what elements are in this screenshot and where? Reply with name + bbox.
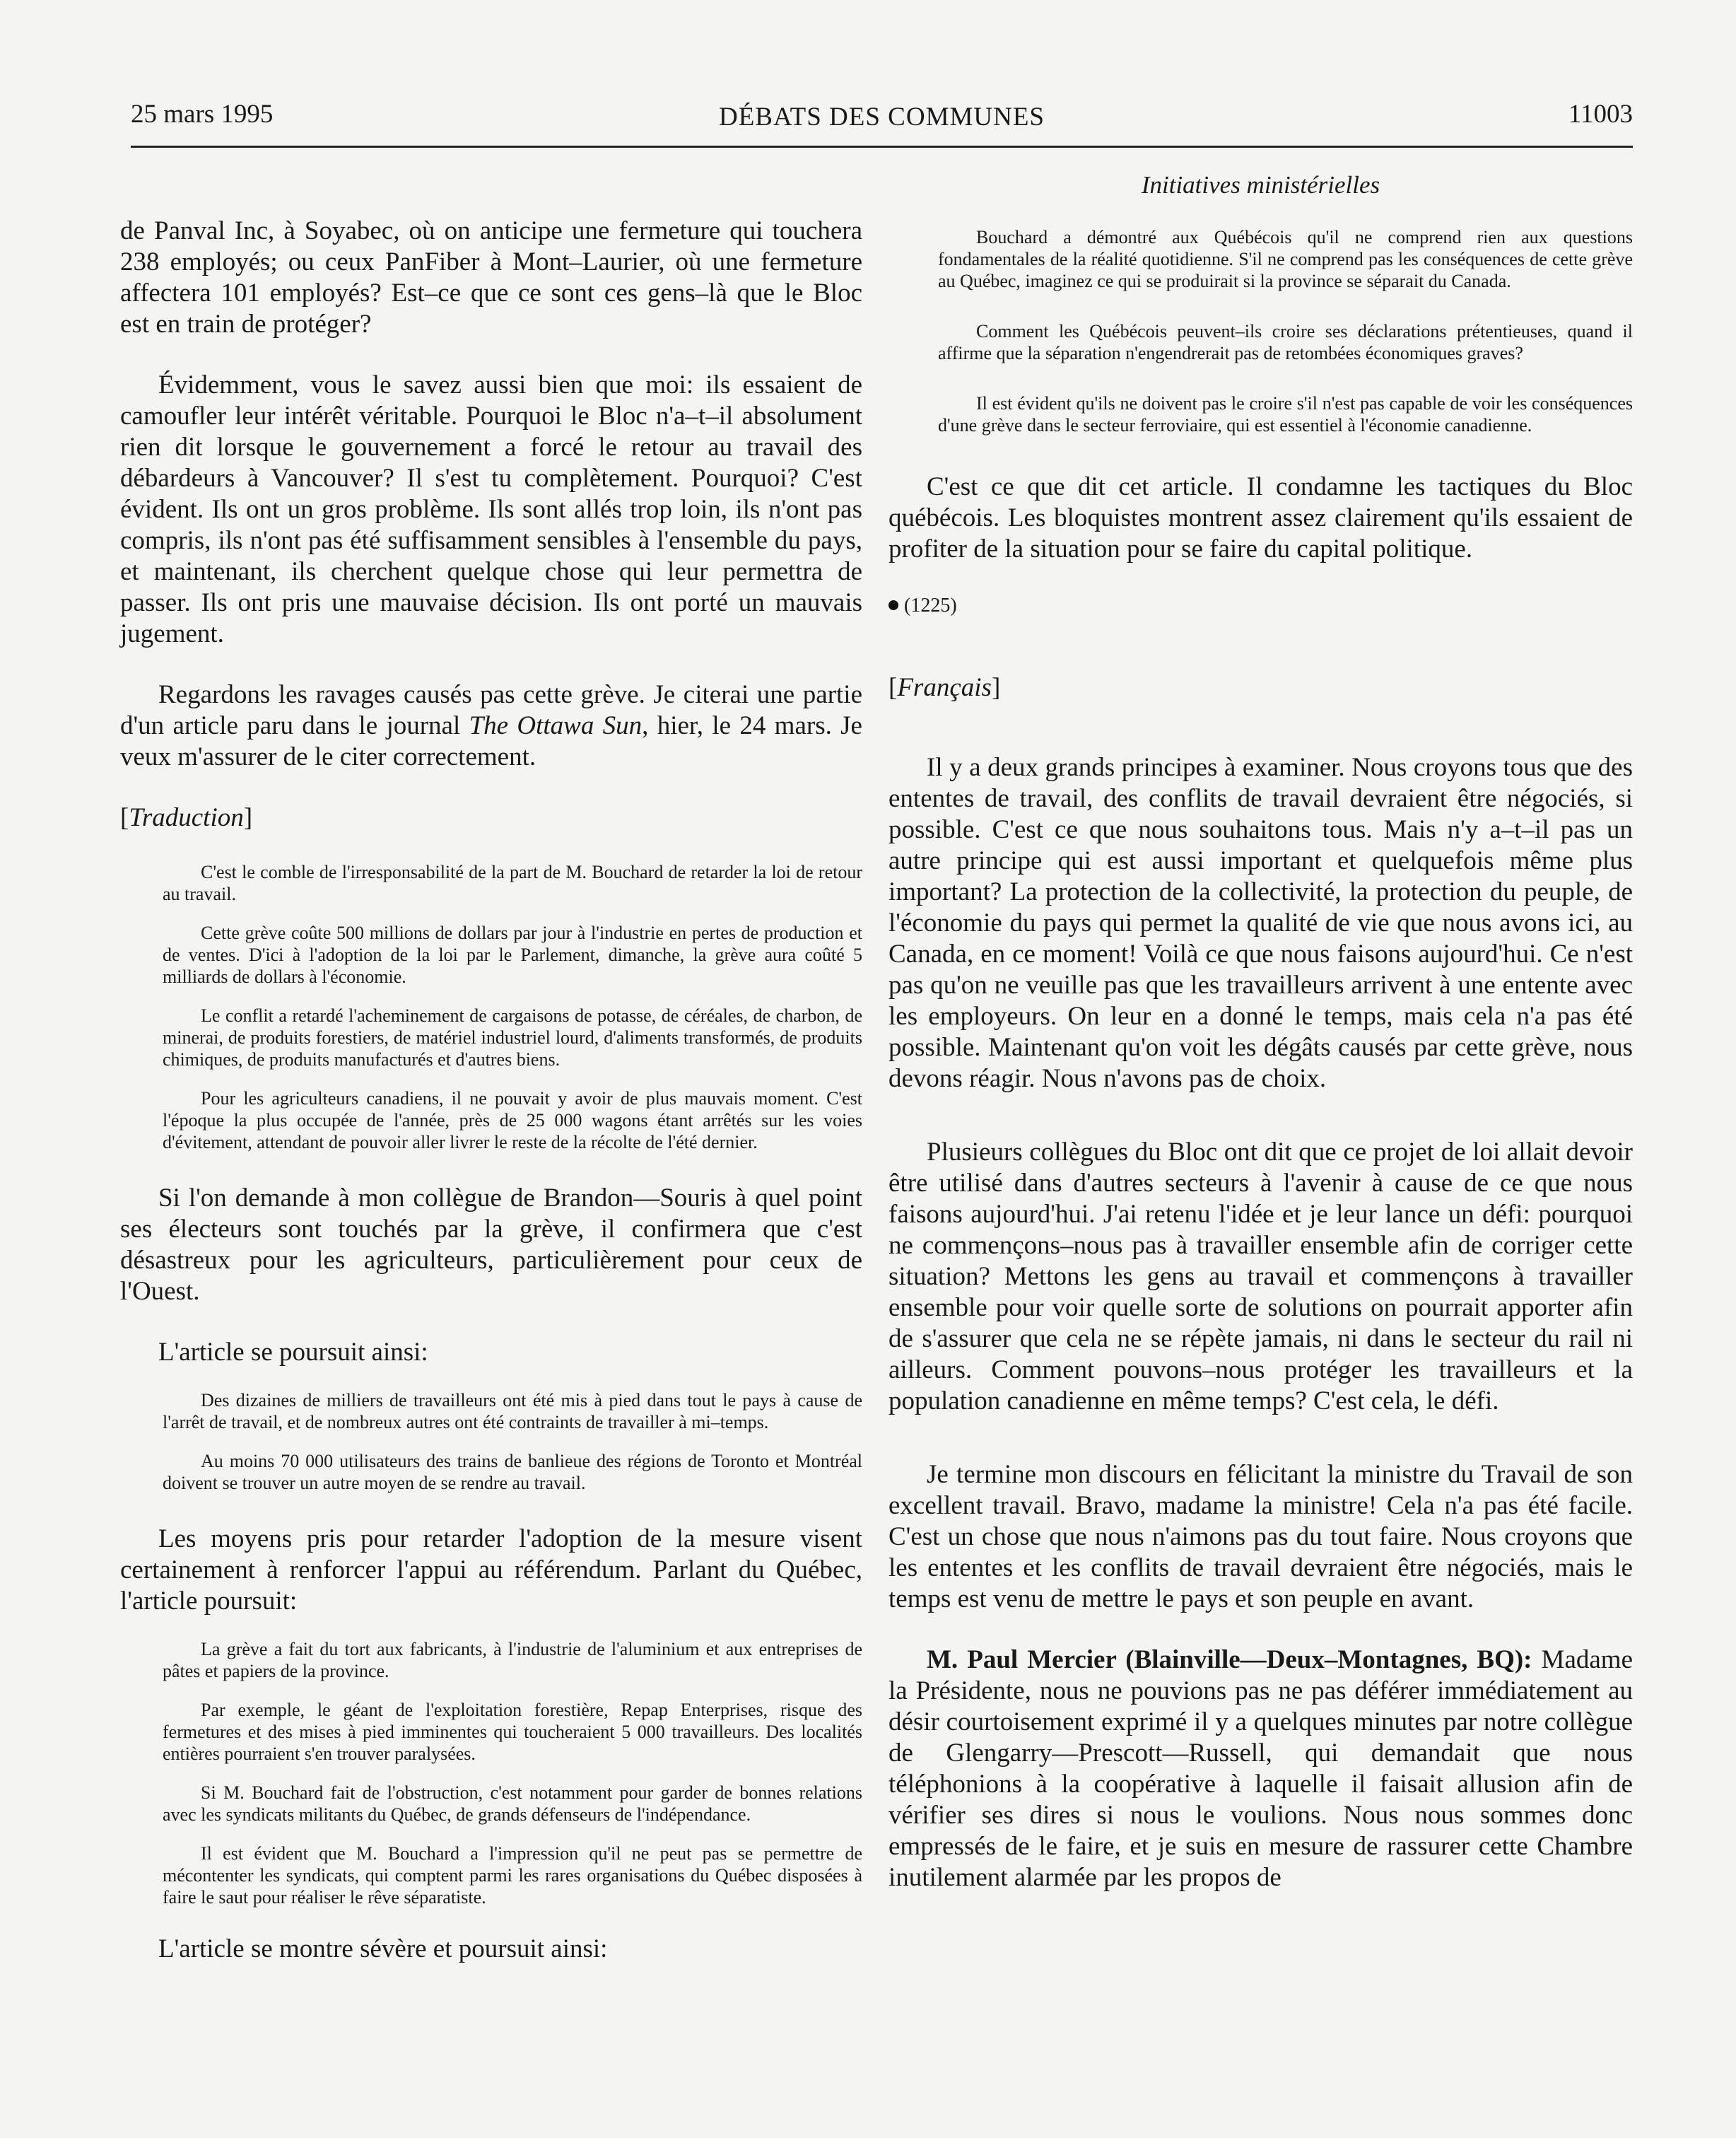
paragraph: L'article se montre sévère et poursuit ainsi: bbox=[158, 1934, 608, 1963]
newspaper-title: The Ottawa Sun bbox=[469, 711, 643, 740]
language-tag-text: Français bbox=[897, 673, 992, 702]
header-title: DÉBATS DES COMMUNES bbox=[718, 103, 1045, 132]
quote-paragraph: Des dizaines de milliers de travailleurs ont été mis à pied dans tout le pays à cause de l'arrêt de travail, et de nombreux autres ont été contraints de travailler à mi–temps. bbox=[163, 1390, 862, 1432]
left-column bbox=[120, 216, 862, 1994]
quote-paragraph: Par exemple, le géant de l'exploitation forestière, Repap Enterprises, risque des fermetures et des mises à pied imminentes qui toucheraient 5 000 travailleurs. Des localités entières pourraient s'en trouver paralysées. bbox=[163, 1700, 862, 1764]
language-tag: [Français] bbox=[888, 673, 1001, 702]
quote-paragraph: Si M. Bouchard fait de l'obstruction, c'est notamment pour garder de bonnes relations avec les syndicats militants du Québec, de grands défenseurs de l'indépendance. bbox=[163, 1782, 862, 1825]
language-tag: [Traduction] bbox=[120, 803, 253, 832]
paragraph-text: , hier, le 24 mars. Je veux m'assurer de le citer correctement. bbox=[120, 711, 862, 771]
time-marker bbox=[888, 595, 1633, 617]
header-date: 25 mars 1995 bbox=[131, 100, 274, 129]
paragraph-text: Madame la Présidente, nous ne pouvions pas ne pas déférer immédiatement au désir courtoisement exprimé il y a quelques minutes par notre collègue de Glengarry—Prescott—Russell, qui demandait que nous téléphonions à la coopérative à laquelle il faisait allusion afin de vérifier ses dires si nous le voulions. Nous nous sommes donc empressés de le faire, et je suis en mesure de rassurer cette Chambre inutilement alarmée par les propos de bbox=[888, 1645, 1633, 1892]
paragraph: Il y a deux grands principes à examiner. Nous croyons tous que des ententes de travail, des conflits de travail devraient être négociés, si possible. C'est ce que nous souhaitons tous. Mais n'y a–t–il pas un autre principe qui est aussi important et quelquefois même plus important? La protection de la collectivité, la protection du peuple, de l'économie du pays qui permet la qualité de vie que nous avons ici, au Canada, en ce moment! Voilà ce que nous faisons aujourd'hui. Ce n'est pas qu'on ne veuille pas que les travailleurs arrivent à une entente avec les employeurs. On leur en a donné le temps, mais cela n'a pas été possible. Maintenant qu'on voit les dégâts causés par cette grève, nous devons réagir. Nous n'avons pas de choix. bbox=[888, 753, 1633, 1093]
header-rule bbox=[131, 146, 1633, 148]
paragraph: L'article se poursuit ainsi: bbox=[158, 1338, 428, 1367]
paragraph bbox=[120, 679, 862, 773]
quote-paragraph: Cette grève coûte 500 millions de dollars par jour à l'industrie en pertes de production et de ventes. D'ici à l'adoption de la loi par le Parlement, dimanche, la grève aura coûté 5 milliards de dollars à l'économie. bbox=[163, 923, 862, 987]
time-marker-text: (1225) bbox=[904, 595, 957, 617]
paragraph: Je termine mon discours en félicitant la ministre du Travail de son excellent travail. Bravo, madame la ministre! Cela n'a pas été facile. C'est un chose que nous n'aimons pas du tout faire. Nous croyons que les ententes et les conflits de travail devraient être négociés, mais le temps est venu de mettre le pays et son peuple en avant. bbox=[888, 1460, 1633, 1613]
page-header bbox=[131, 99, 1633, 141]
language-tag-text: Traduction bbox=[129, 803, 244, 832]
paragraph-text: Regardons les ravages causés pas cette grève. Je citerai une partie d'un article paru dans le journal bbox=[120, 680, 862, 740]
quote-paragraph: La grève a fait du tort aux fabricants, à l'industrie de l'aluminium et aux entreprises de pâtes et papiers de la province. bbox=[163, 1639, 862, 1681]
quote-paragraph: Il est évident que M. Bouchard a l'impression qu'il ne peut pas se permettre de mécontenter les syndicats, qui comptent parmi les rares organisations du Québec disposées à faire le saut pour réaliser le rêve séparatiste. bbox=[163, 1843, 862, 1908]
quote-paragraph: Pour les agriculteurs canadiens, il ne pouvait y avoir de plus mauvais moment. C'est l'époque la plus occupée de l'année, près de 25 000 wagons étant arrêtés sur les voies d'évitement, attendant de pouvoir aller livrer le reste de la récolte de l'été dernier. bbox=[163, 1088, 862, 1152]
right-column bbox=[888, 171, 1633, 1923]
paragraph bbox=[888, 1645, 1633, 1893]
quote-paragraph: Comment les Québécois peuvent–ils croire ses déclarations prétentieuses, quand il affirme que la séparation n'engendrerait pas de retombées économiques graves? bbox=[938, 321, 1633, 363]
paragraph: C'est ce que dit cet article. Il condamne les tactiques du Bloc québécois. Les bloquistes montrent assez clairement qu'ils essaient de profiter de la situation pour se faire du capital politique. bbox=[888, 472, 1633, 563]
paragraph: Si l'on demande à mon collègue de Brandon—Souris à quel point ses électeurs sont touchés par la grève, il confirmera que c'est désastreux pour les agriculteurs, particulièrement pour ceux de l'Ouest. bbox=[120, 1184, 862, 1306]
bullet-icon bbox=[888, 600, 898, 610]
section-tag: Initiatives ministérielles bbox=[1141, 171, 1380, 199]
paragraph: de Panval Inc, à Soyabec, où on anticipe une fermeture qui touchera 238 employés; ou ceux PanFiber à Mont–Laurier, où une fermeture affectera 101 employés? Est–ce que ce sont ces gens–là que le Bloc est en train de protéger? bbox=[120, 216, 862, 339]
paragraph: Évidemment, vous le savez aussi bien que moi: ils essaient de camoufler leur intérêt véritable. Pourquoi le Bloc n'a–t–il absolument rien dit lorsque le gouvernement a forcé le retour au travail des débardeurs à Vancouver? Il s'est tu complètement. Pourquoi? C'est évident. Ils ont un gros problème. Ils sont allés trop loin, ils n'ont pas compris, ils n'ont pas été suffisamment sensibles à l'ensemble du pays, et maintenant, ils cherchent quelque chose qui leur permettra de passer. Ils ont pris une mauvaise décision. Ils ont porté un mauvais jugement. bbox=[120, 370, 862, 648]
quote-paragraph: Le conflit a retardé l'acheminement de cargaisons de potasse, de céréales, de charbon, de minerai, de produits forestiers, de matériel industriel lourd, d'aliments transformés, de produits chimiques, de produits manufacturés et d'autres biens. bbox=[163, 1005, 862, 1070]
quote-paragraph: Bouchard a démontré aux Québécois qu'il ne comprend rien aux questions fondamentales de la réalité quotidienne. S'il ne comprend pas les conséquences de cette grève au Québec, imaginez ce qui se produirait si la province se séparait du Canada. bbox=[938, 227, 1633, 291]
speaker-name: M. Paul Mercier (Blainville—Deux–Montagnes, BQ): bbox=[927, 1645, 1532, 1674]
quote-paragraph: Il est évident qu'ils ne doivent pas le croire s'il n'est pas capable de voir les conséquences d'une grève dans le secteur ferroviaire, qui est essentiel à l'économie canadienne. bbox=[938, 393, 1633, 436]
quote-paragraph: Au moins 70 000 utilisateurs des trains de banlieue des régions de Toronto et Montréal doivent se trouver un autre moyen de se rendre au travail. bbox=[163, 1451, 862, 1493]
paragraph: Plusieurs collègues du Bloc ont dit que ce projet de loi allait devoir être utilisé dans d'autres secteurs à l'avenir à cause de ce que nous faisons aujourd'hui. J'ai retenu l'idée et je leur lance un défi: pourquoi ne commençons–nous pas à travailler ensemble afin de corriger cette situation? Mettons les gens au travail et commençons à travailler ensemble pour voir quelle sorte de solutions on pourrait apporter afin de s'assurer que cela ne se répète jamais, ni dans le secteur du rail ni ailleurs. Comment pouvons–nous protéger les travailleurs et la population canadienne en même temps? C'est cela, le défi. bbox=[888, 1138, 1633, 1415]
quote-paragraph: C'est le comble de l'irresponsabilité de la part de M. Bouchard de retarder la loi de retour au travail. bbox=[163, 862, 862, 904]
paragraph: Les moyens pris pour retarder l'adoption de la mesure visent certainement à renforcer l'appui au référendum. Parlant du Québec, l'article poursuit: bbox=[120, 1524, 862, 1616]
header-page-number: 11003 bbox=[1568, 100, 1633, 129]
